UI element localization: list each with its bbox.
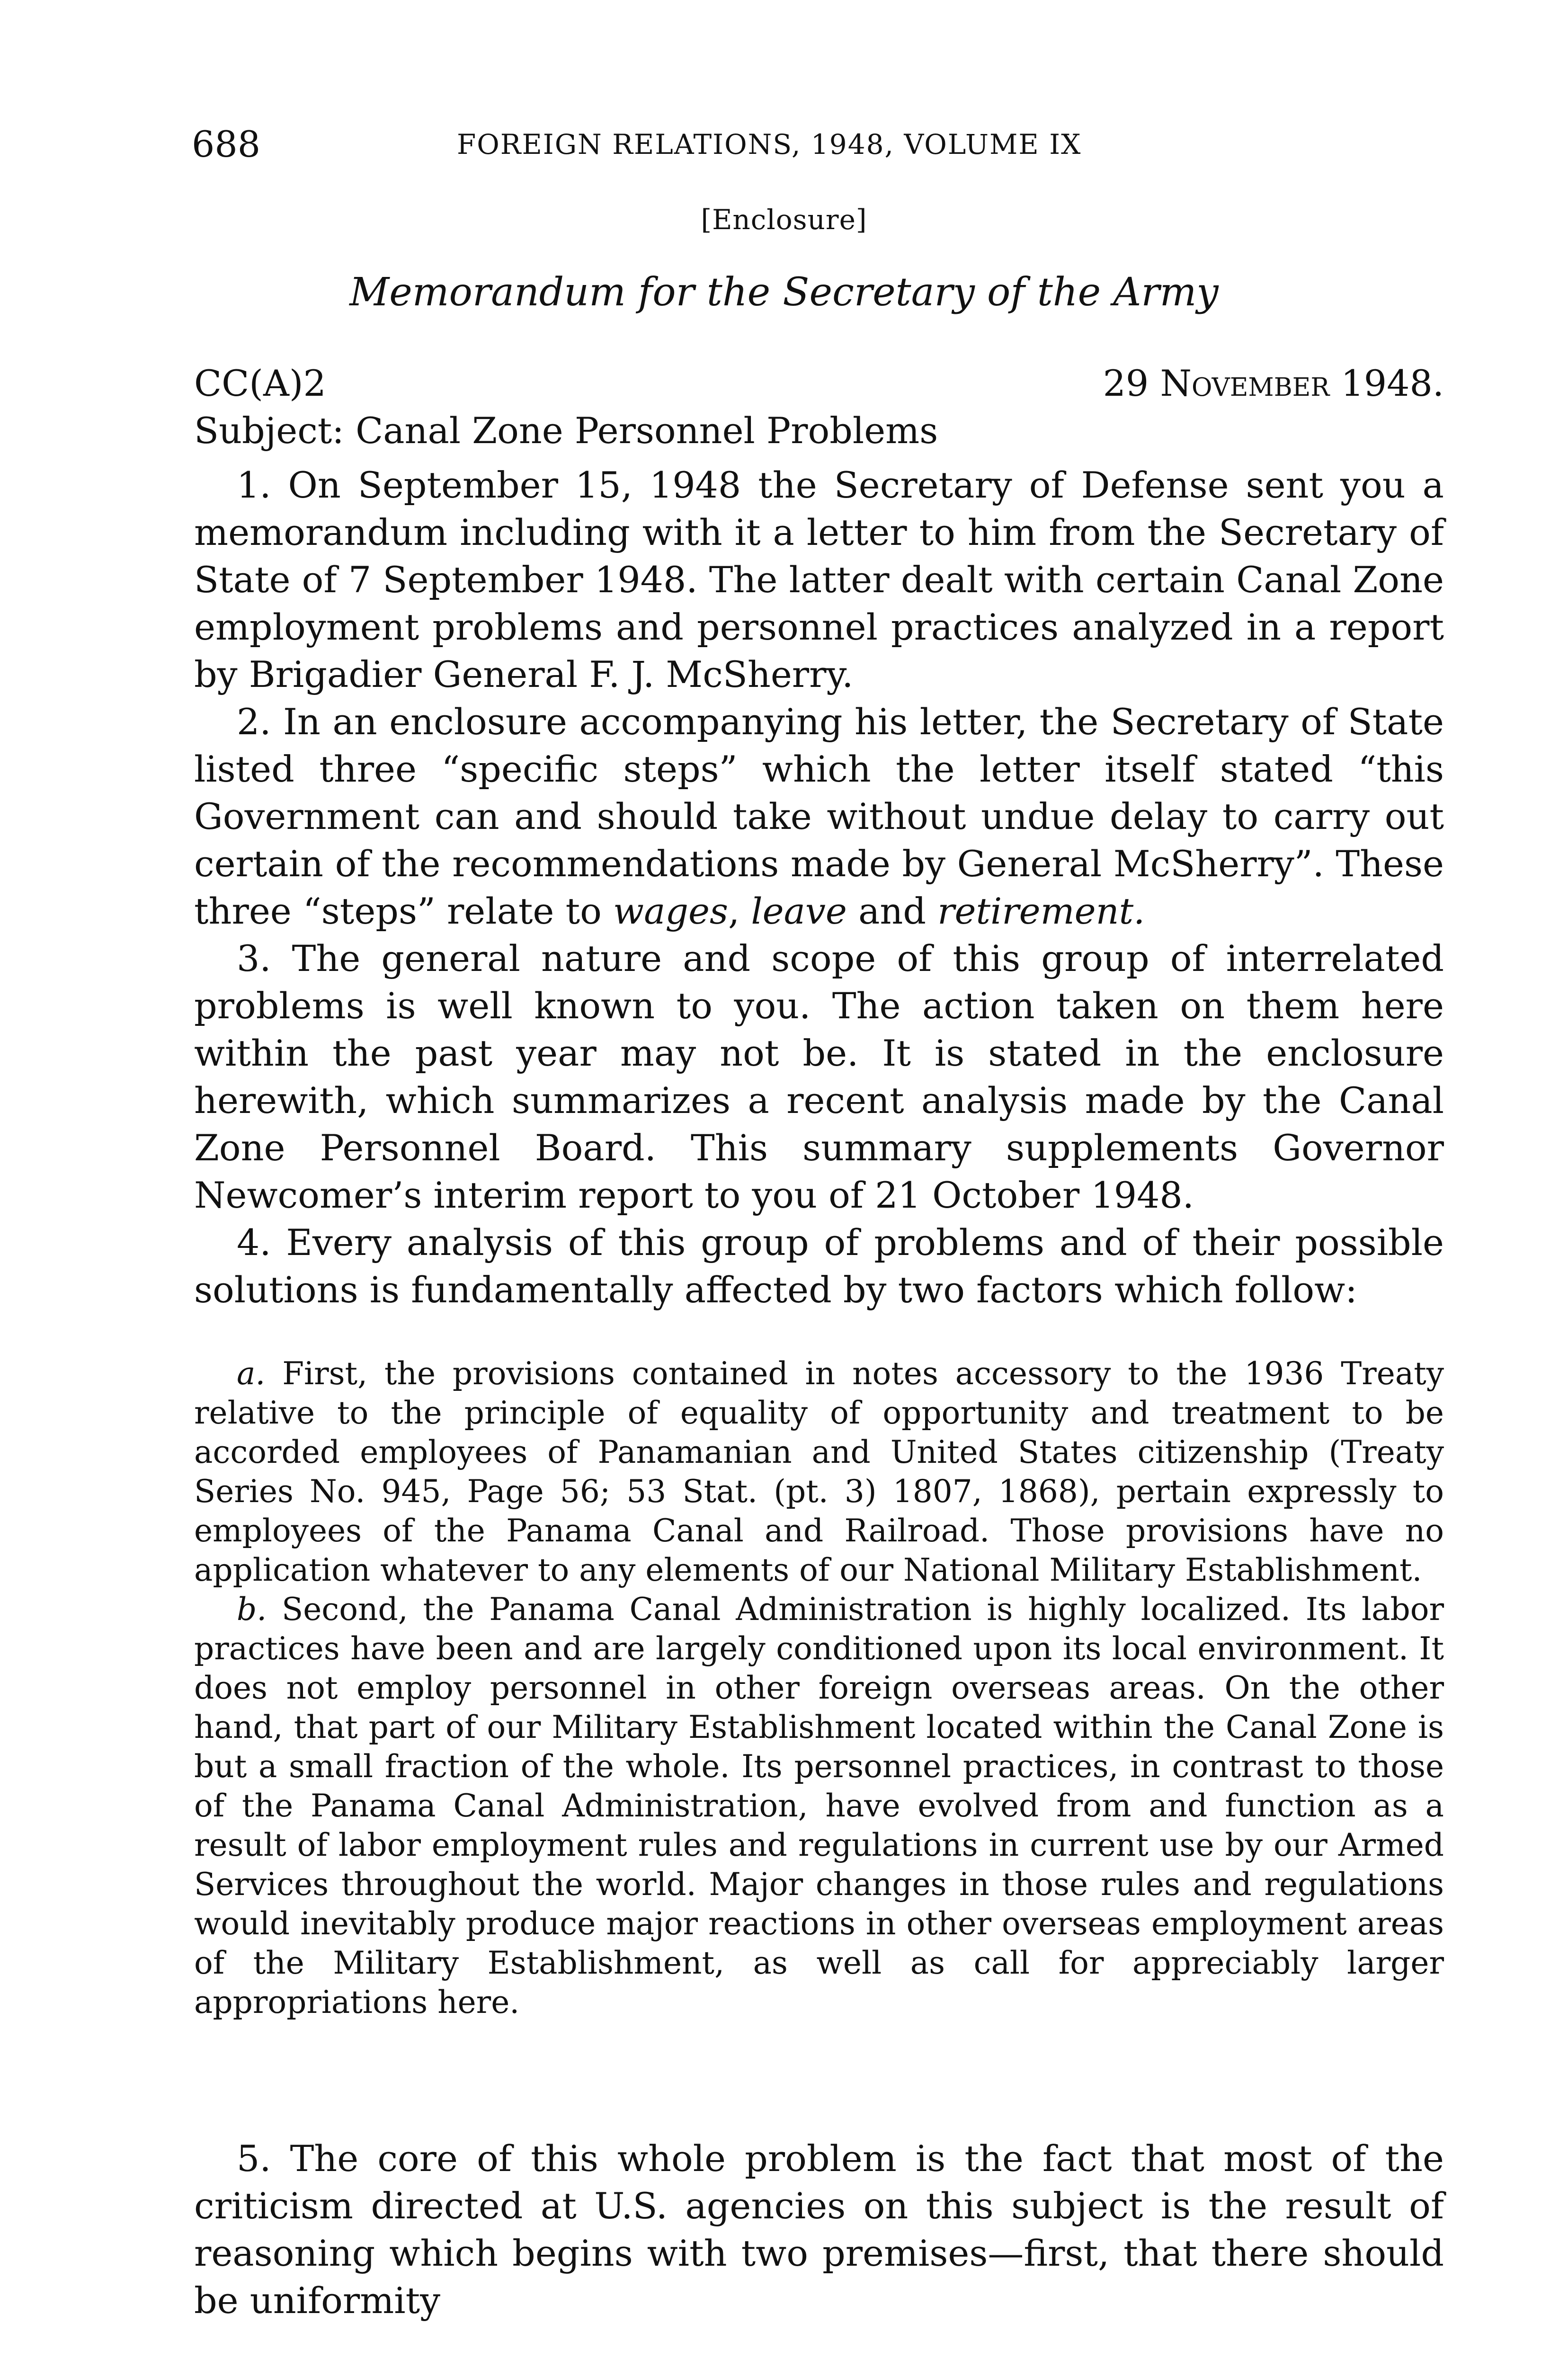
page-number: 688 <box>192 123 261 165</box>
term-retirement: retirement. <box>937 890 1145 932</box>
sub-paragraph-a-label: a. <box>237 1355 266 1392</box>
reference-code: CC(A)2 <box>194 362 326 404</box>
sub-paragraph-b-text: Second, the Panama Canal Administration is highly localized. Its labor practices have been and are largely conditioned upon its local environment. It does not employ personnel in other foreign overseas areas. On the other hand, that part of our Military Establishment located within the Canal Zone is but a small fraction of the whole. Its personnel practices, in contrast to those of the Panama Canal Administration, have evolved from and function as a result of labor employment rules and regulations in current use by our Armed Services throughout the world. Major changes in those rules and regulations would inevitably produce major reactions in other overseas employment areas of the Military Establishment, as well as call for appreciably larger appropriations here. <box>194 1591 1444 2020</box>
paragraph-2-text: 2. In an enclosure accompanying his letter, the Secretary of State listed three “specific steps” which the letter itself stated “this Government can and should take without undue delay to carry out certain of the recommendations made by General McSherry”. These three “steps” relate to <box>194 701 1444 932</box>
paragraph-2: 2. In an enclosure accompanying his letter, the Secretary of State listed three “specific steps” which the letter itself stated “this Government can and should take without undue delay to carry out certain of the recommendations made by General McSherry”. These three “steps” relate to wages, leave and retirement. <box>194 701 1444 932</box>
memo-title: Memorandum for the Secretary of the Army <box>349 270 1219 315</box>
date-year: 1948. <box>1341 362 1444 404</box>
running-title: FOREIGN RELATIONS, 1948, VOLUME IX <box>457 128 1082 160</box>
sub-paragraph-b-label: b. <box>237 1591 267 1628</box>
sub-paragraph-a <box>194 1354 1444 1590</box>
running-head <box>192 121 1442 168</box>
date-month: November <box>1160 362 1330 404</box>
memo-date <box>1103 360 1444 407</box>
paragraph-3: 3. The general nature and scope of this group of interrelated problems is well known to you. The action taken on them here within the past year may not be. It is stated in the enclosure herewith, which summarizes a recent analysis made by the Canal Zone Personnel Board. This summary supplements Governor Newcomer’s interim report to you of 21 October 1948. <box>194 937 1444 1216</box>
date-day: 29 <box>1103 362 1149 404</box>
memo-body <box>194 462 1444 1314</box>
subject-line: Subject: Canal Zone Personnel Problems <box>194 409 938 452</box>
memo-body-continued <box>194 2135 1444 2324</box>
paragraph-1: 1. On September 15, 1948 the Secretary of Defense sent you a memorandum including with it a letter to him from the Secretary of State of 7 September 1948. The latter dealt with certain Canal Zone employment problems and personnel practices analyzed in a report by Brigadier General F. J. McSherry. <box>194 464 1444 695</box>
sub-paragraph-a-text: First, the provisions contained in notes accessory to the 1936 Treaty relative to the principle of equality of opportunity and treatment to be accorded employees of Panamanian and United States citizenship (Treaty Series No. 945, Page 56; 53 Stat. (pt. 3) 1807, 1868), pertain expressly to employees of the Panama Canal and Railroad. Those provisions have no application whatever to any elements of our National Military Establishment. <box>194 1355 1444 1588</box>
paragraph-4: 4. Every analysis of this group of problems and of their possible solutions is fundamentally affected by two factors which follow: <box>194 1221 1444 1311</box>
conjunction-and: and <box>858 890 926 932</box>
sub-paragraphs <box>194 1354 1444 2022</box>
paragraph-5: 5. The core of this whole problem is the fact that most of the criticism directed at U.S. agencies on this subject is the result of reasoning which begins with two premises—first, that there should be uniformity <box>194 2137 1444 2322</box>
term-leave: leave <box>751 890 847 932</box>
sub-paragraph-b <box>194 1590 1444 2022</box>
enclosure-label: [Enclosure] <box>701 204 867 236</box>
term-wages: wages <box>613 890 729 932</box>
